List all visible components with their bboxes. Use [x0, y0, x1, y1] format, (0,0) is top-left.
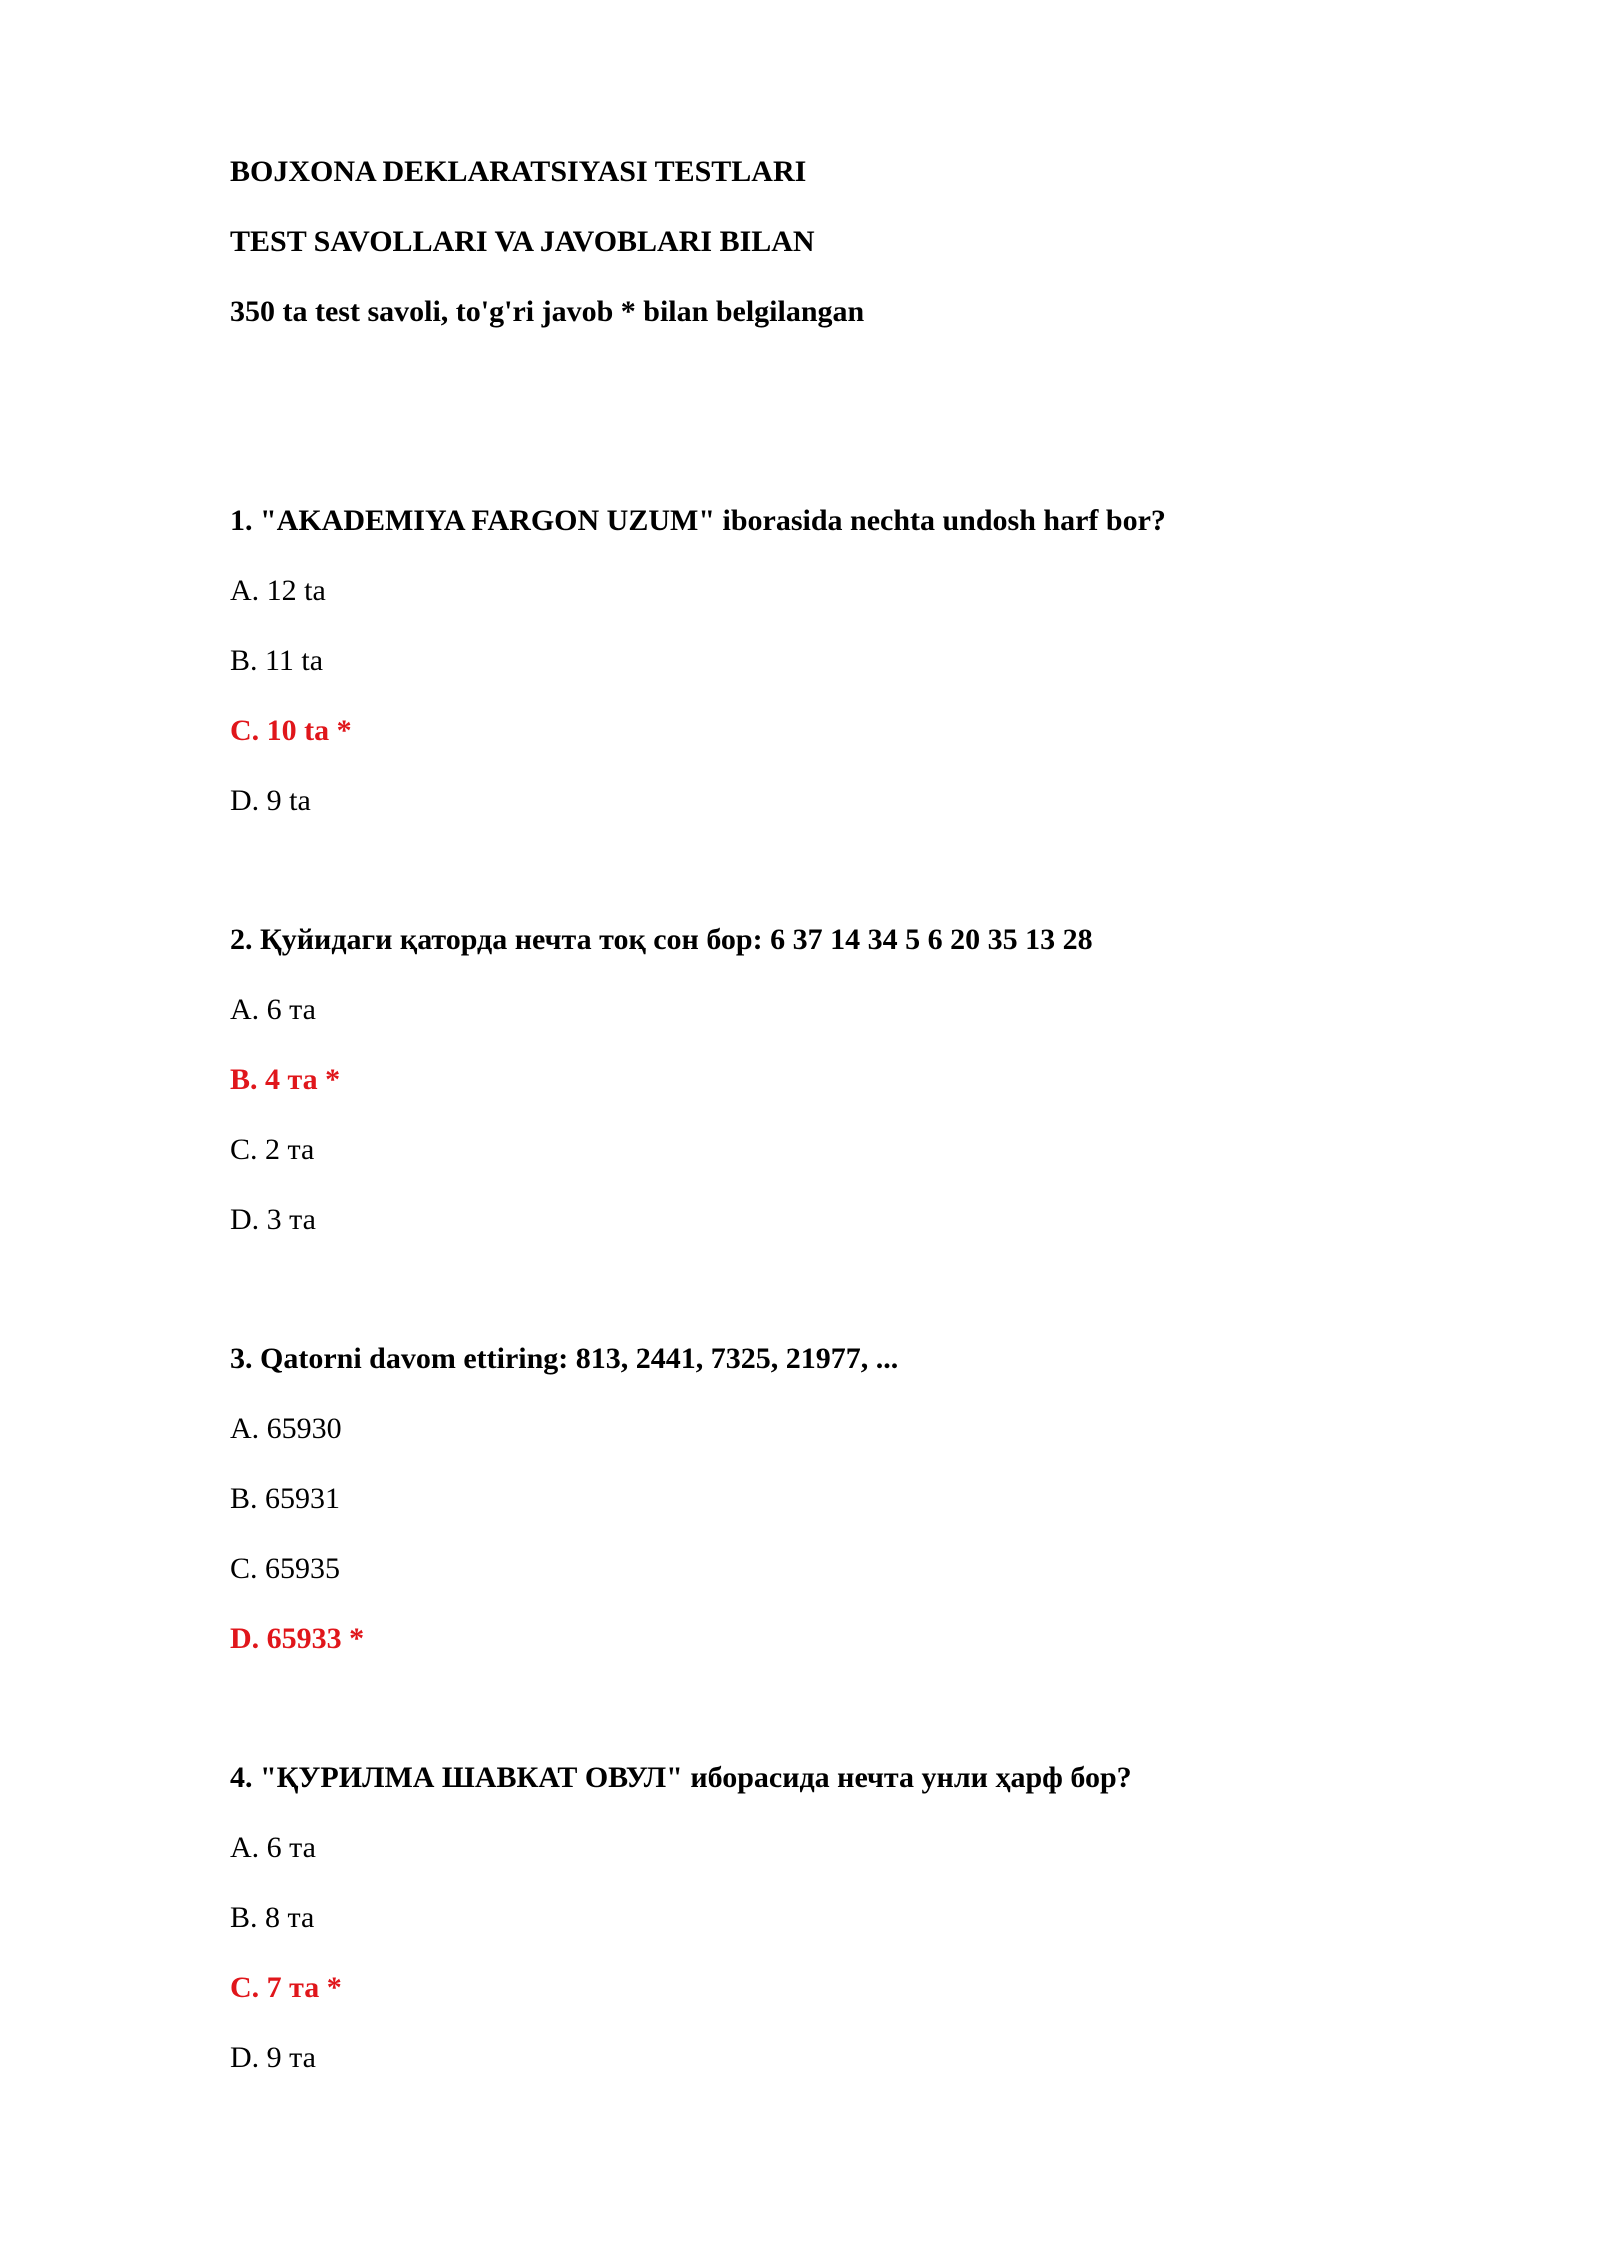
correct-answer-option: C. 7 та * — [230, 1971, 342, 2004]
answer-option: A. 6 та — [230, 1831, 316, 1864]
answer-option: B. 11 ta — [230, 644, 324, 677]
answer-option: D. 9 ta — [230, 784, 311, 817]
question-text: 4. "ҚУРИЛМА ШАВКАТ ОВУЛ" иборасида нечта унли ҳарф бор? — [230, 1761, 1132, 1794]
answer-option: A. 65930 — [230, 1412, 342, 1445]
answer-option: C. 2 та — [230, 1133, 315, 1166]
answer-option: A. 6 та — [230, 993, 316, 1026]
document-title: BOJXONA DEKLARATSIYASI TESTLARI — [230, 155, 807, 188]
correct-answer-option: C. 10 ta * — [230, 714, 352, 747]
correct-answer-option: B. 4 та * — [230, 1063, 341, 1096]
answer-option: D. 9 та — [230, 2041, 316, 2074]
question-text: 3. Qatorni davom ettiring: 813, 2441, 7325, 21977, ... — [230, 1342, 899, 1375]
question-text: 1. "AKADEMIYA FARGON UZUM" iborasida nechta undosh harf bor? — [230, 504, 1166, 537]
answer-option: A. 12 ta — [230, 574, 326, 607]
question-text: 2. Қуйидаги қаторда нечта тоқ сон бор: 6 37 14 34 5 6 20 35 13 28 — [230, 923, 1093, 956]
answer-option: B. 8 та — [230, 1901, 315, 1934]
answer-option: B. 65931 — [230, 1482, 341, 1515]
correct-answer-option: D. 65933 * — [230, 1622, 365, 1655]
document-subtitle: TEST SAVOLLARI VA JAVOBLARI BILAN — [230, 225, 815, 258]
answer-option: C. 65935 — [230, 1552, 341, 1585]
document-note: 350 ta test savoli, to'g'ri javob * bilan belgilangan — [230, 295, 865, 328]
answer-option: D. 3 та — [230, 1203, 316, 1236]
